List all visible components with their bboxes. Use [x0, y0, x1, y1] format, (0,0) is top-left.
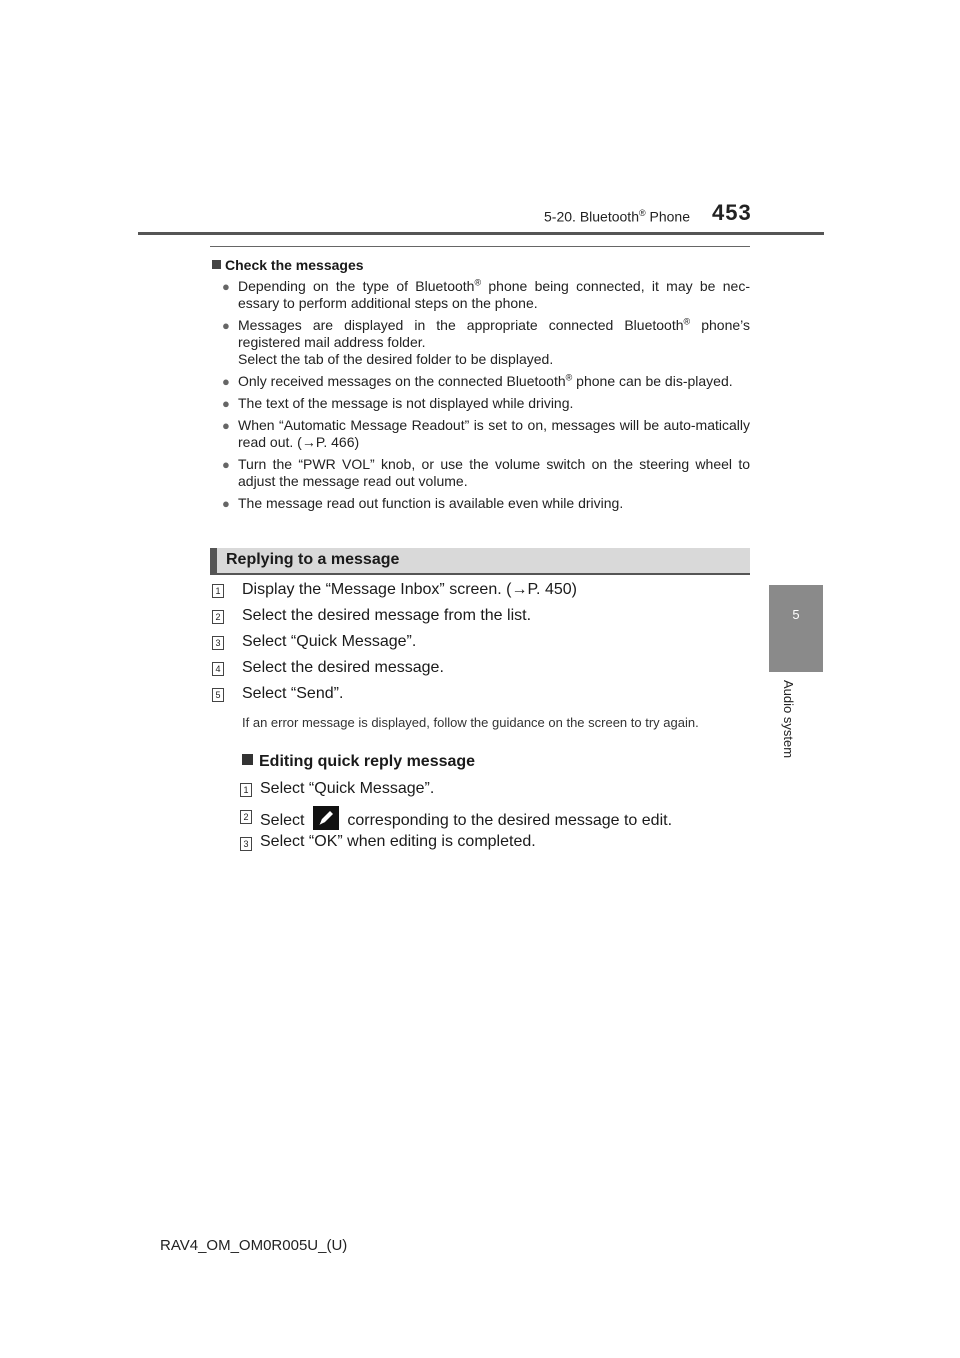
bullet-dot-icon: ●: [222, 374, 230, 389]
page-number: 453: [712, 200, 752, 225]
registered-mark: ®: [474, 277, 482, 288]
bullet-text: Only received messages on the connected Bluetooth: [238, 373, 566, 389]
bullet-dot-icon: ●: [222, 318, 230, 333]
bullet-text: When “Automatic Message Readout” is set to on, messages will be auto-matically read out. (→P. 466): [238, 417, 750, 450]
bullet-dot-icon: ●: [222, 496, 230, 511]
edit-step-number-2: 2: [240, 810, 252, 824]
step-text: Display the “Message Inbox” screen. (→P. 450): [242, 581, 577, 598]
registered-mark: ®: [638, 208, 646, 218]
list-item: [222, 373, 750, 390]
list-item: [222, 317, 750, 368]
check-messages-title: Check the messages: [225, 257, 364, 273]
side-tab-number: 5: [792, 607, 800, 622]
replying-section-bar: [210, 548, 750, 575]
registered-mark: ®: [683, 316, 691, 327]
header-section-suffix: Phone: [645, 208, 690, 225]
bullet-dot-icon: ●: [222, 279, 230, 294]
step-text: [260, 806, 672, 830]
list-item: [222, 495, 750, 512]
pencil-icon: [313, 806, 339, 830]
square-bullet-icon: [212, 260, 221, 269]
bullet-dot-icon: ●: [222, 396, 230, 411]
step-number-5: 5: [212, 688, 224, 702]
step-number-3: 3: [212, 636, 224, 650]
side-chapter-tab: [769, 585, 823, 672]
list-item: [222, 278, 750, 312]
editing-heading: [242, 753, 475, 771]
document-code: RAV4_OM_OM0R005U_(U): [160, 1237, 348, 1254]
step-text: Select “Quick Message”.: [242, 633, 417, 650]
side-chapter-label: [781, 680, 801, 790]
bullet-text: Turn the “PWR VOL” knob, or use the volume switch on the steering wheel to adjust the message read out volume.: [238, 456, 750, 489]
square-bullet-icon: [242, 754, 253, 765]
step-text: Select “Quick Message”.: [260, 780, 435, 797]
bullet-text: Select the tab of the desired folder to be displayed.: [238, 351, 554, 367]
list-item: [222, 417, 750, 451]
header-rule: [138, 232, 824, 235]
step-text: Select “Send”.: [242, 685, 344, 702]
bullet-text: phone being connected, it may be nec-essary to perform additional steps on the phone.: [238, 278, 750, 311]
section-bar-accent: [210, 548, 217, 575]
bullet-text: phone can be dis-played.: [572, 373, 733, 389]
step-number-2: 2: [212, 610, 224, 624]
step-text-pre: Select: [260, 812, 305, 829]
header-section-title: [510, 208, 690, 225]
step-text: Select “OK” when editing is completed.: [260, 833, 536, 850]
edit-step-number-3: 3: [240, 837, 252, 851]
step-text: Select the desired message from the list.: [242, 607, 532, 624]
replying-section-title: Replying to a message: [226, 551, 400, 568]
step-text: Select the desired message.: [242, 659, 444, 676]
error-note: If an error message is displayed, follow the guidance on the screen to try again.: [242, 715, 699, 730]
editing-title: Editing quick reply message: [259, 753, 476, 770]
list-item: [222, 395, 750, 412]
list-item: [222, 456, 750, 490]
registered-mark: ®: [565, 372, 573, 383]
step-text-post: corresponding to the desired message to edit.: [347, 812, 673, 829]
bullet-dot-icon: ●: [222, 418, 230, 433]
check-messages-heading: [212, 257, 364, 273]
step-number-1: 1: [212, 584, 224, 598]
bullet-text: The message read out function is available even while driving.: [238, 495, 624, 511]
bullet-text: Messages are displayed in the appropriate connected Bluetooth: [238, 317, 684, 333]
check-messages-list: [222, 278, 750, 517]
section-top-rule: [210, 246, 750, 247]
bullet-text: phone’s registered mail address folder.: [238, 317, 750, 350]
bullet-dot-icon: ●: [222, 457, 230, 472]
edit-step-number-1: 1: [240, 783, 252, 797]
header-section-prefix: 5-20. Bluetooth: [544, 208, 639, 225]
bullet-text: Depending on the type of Bluetooth: [238, 278, 475, 294]
side-label-text: Audio system: [781, 680, 796, 759]
step-number-4: 4: [212, 662, 224, 676]
bullet-text: The text of the message is not displayed while driving.: [238, 395, 574, 411]
